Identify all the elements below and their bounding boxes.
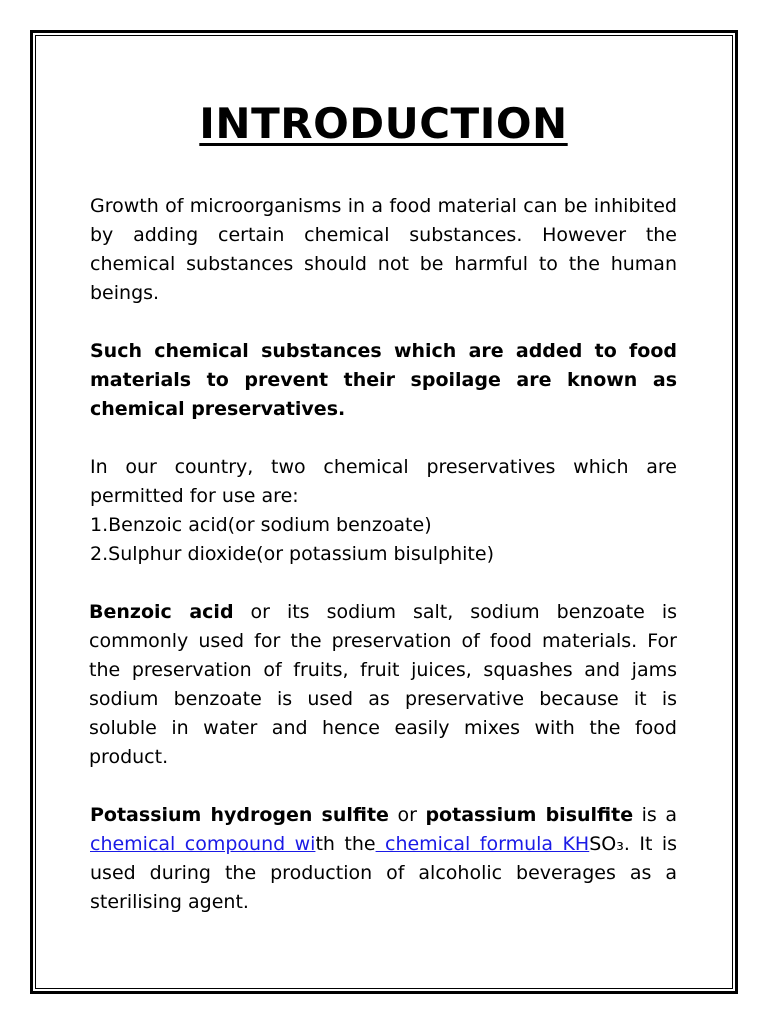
- list-item: 2.Sulphur dioxide(or potassium bisulphite): [90, 543, 494, 565]
- document-content: [90, 96, 677, 917]
- benzoic-text: or its sodium salt, sodium benzoate is commonly used for the preservation of food materials. For the preservation of fruits, fruit juices, squashes and jams sodium benzoate is used as preservative because it is soluble in water and hence easily mixes with the food product.: [89, 601, 678, 768]
- is-a-text: is a: [633, 804, 678, 826]
- chemical-compound-link[interactable]: chemical compound wi: [90, 833, 316, 855]
- potassium-hydrogen-sulfite-bold: Potassium hydrogen sulfite: [90, 804, 389, 826]
- definition-bold-text: Such chemical substances which are added to food materials to prevent their spoilage are known as chemical preservatives.: [90, 340, 677, 420]
- chemical-formula-link[interactable]: chemical formula KH: [375, 833, 590, 855]
- paragraph-benzoic: [89, 598, 677, 772]
- paragraph-growth: Growth of microorganisms in a food material can be inhibited by adding certain chemical substances. However the chemical substances should not be harmful to the human beings.: [90, 195, 677, 304]
- formula-rest-text: SO₃. It is used during the production of alcoholic beverages as a sterilising agent.: [90, 833, 678, 913]
- list-item: 1.Benzoic acid(or sodium benzoate): [90, 514, 432, 536]
- or-text: or: [388, 804, 426, 826]
- benzoic-acid-bold: Benzoic acid: [89, 601, 234, 623]
- paragraph-potassium: [90, 801, 677, 917]
- with-the-text: th the: [315, 833, 376, 855]
- paragraph-definition: [90, 337, 677, 424]
- page-title: INTRODUCTION: [199, 99, 568, 148]
- potassium-bisulfite-bold: potassium bisulfite: [425, 804, 634, 826]
- paragraph-permitted: In our country, two chemical preservatives which are permitted for use are:: [90, 456, 677, 507]
